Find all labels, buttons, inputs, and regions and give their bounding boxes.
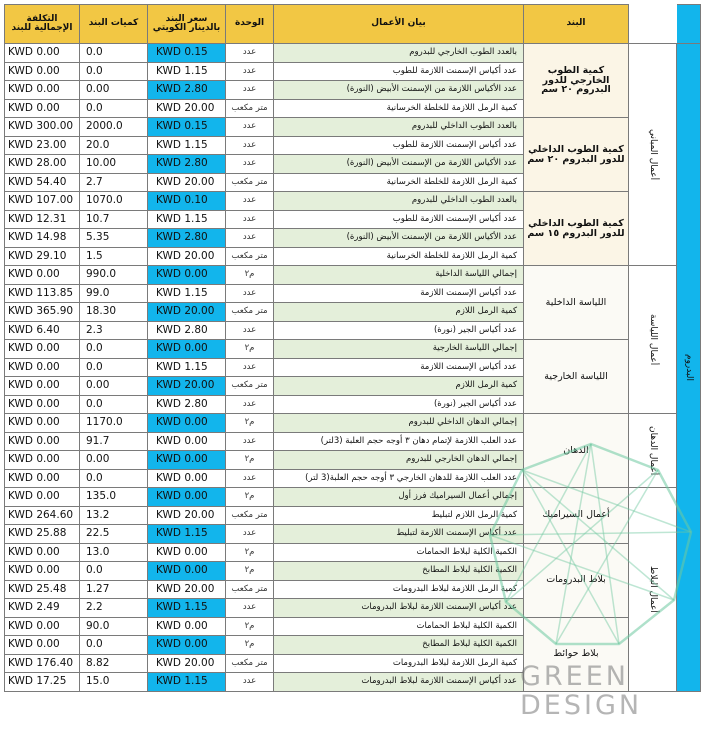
cell-qty: 5.35 (80, 229, 148, 248)
cell-unit: متر مكعب (226, 247, 274, 266)
cell-price: KWD 20.00 (148, 303, 226, 322)
cell-unit: عدد (226, 229, 274, 248)
header-price: سعر البند بالدينار الكويتي (148, 5, 226, 44)
watermark-line-2: DESIGN (520, 690, 643, 721)
cell-qty: 0.0 (80, 562, 148, 581)
cell-qty: 91.7 (80, 432, 148, 451)
cell-price: KWD 20.00 (148, 580, 226, 599)
cell-total: KWD 0.00 (5, 358, 80, 377)
cell-desc: إجمالي اللياسة الخارجية (274, 340, 524, 359)
cell-qty: 1.27 (80, 580, 148, 599)
cell-qty: 10.7 (80, 210, 148, 229)
cell-qty: 0.0 (80, 44, 148, 63)
cell-unit: عدد (226, 321, 274, 340)
cell-qty: 0.00 (80, 377, 148, 396)
header-total: التكلفة الإجمالية للبند (5, 5, 80, 44)
cell-unit: عدد (226, 284, 274, 303)
cell-qty: 13.2 (80, 506, 148, 525)
cell-desc: عدد أكياس الإسمنت اللازمة للطوب (274, 210, 524, 229)
cell-total: KWD 0.00 (5, 636, 80, 655)
group-label-paint: أعمال الدهان (629, 414, 677, 488)
cell-qty: 2.3 (80, 321, 148, 340)
header-unit: الوحدة (226, 5, 274, 44)
table-row (5, 118, 701, 137)
cell-unit: عدد (226, 673, 274, 692)
cell-price: KWD 1.15 (148, 673, 226, 692)
item-label-int-wall-20: كمية الطوب الداخلي للدور البدروم ٢٠ سم (524, 118, 629, 192)
cell-qty: 1.5 (80, 247, 148, 266)
cell-unit: متر مكعب (226, 303, 274, 322)
cell-qty: 990.0 (80, 266, 148, 285)
cell-price: KWD 0.10 (148, 192, 226, 211)
cell-qty: 22.5 (80, 525, 148, 544)
cell-price: KWD 1.15 (148, 62, 226, 81)
cell-price: KWD 20.00 (148, 173, 226, 192)
cell-desc: عدد أكياس الإسمنت اللازمة لتبليط (274, 525, 524, 544)
cell-total: KWD 300.00 (5, 118, 80, 137)
cell-unit: عدد (226, 192, 274, 211)
cell-qty: 0.0 (80, 358, 148, 377)
cell-desc: إجمالي أعمال السيراميك فرز أول (274, 488, 524, 507)
cell-total: KWD 113.85 (5, 284, 80, 303)
cell-price: KWD 0.00 (148, 488, 226, 507)
cell-price: KWD 2.80 (148, 81, 226, 100)
cell-desc: عدد أكياس الجير (نورة) (274, 321, 524, 340)
cell-total: KWD 0.00 (5, 377, 80, 396)
cell-price: KWD 1.15 (148, 210, 226, 229)
cell-desc: إجمالي الدهان الخارجي للبدروم (274, 451, 524, 470)
cell-unit: عدد (226, 395, 274, 414)
cell-price: KWD 0.00 (148, 562, 226, 581)
cell-unit: متر مكعب (226, 654, 274, 673)
cell-total: KWD 0.00 (5, 62, 80, 81)
cell-desc: الكمية الكلية لبلاط الحمامات (274, 543, 524, 562)
cell-unit: متر مكعب (226, 377, 274, 396)
header-group (629, 5, 677, 44)
cell-qty: 135.0 (80, 488, 148, 507)
cell-price: KWD 20.00 (148, 247, 226, 266)
cell-desc: كمية الرمل اللازم (274, 303, 524, 322)
cell-unit: عدد (226, 136, 274, 155)
cell-price: KWD 1.15 (148, 599, 226, 618)
cell-price: KWD 0.15 (148, 118, 226, 137)
cell-desc: كمية الرمل اللازمة للخلطة الخرسانية (274, 173, 524, 192)
cell-qty: 0.0 (80, 469, 148, 488)
cell-price: KWD 0.00 (148, 414, 226, 433)
cell-price: KWD 1.15 (148, 284, 226, 303)
cell-total: KWD 29.10 (5, 247, 80, 266)
cell-total: KWD 28.00 (5, 155, 80, 174)
cell-unit: متر مكعب (226, 506, 274, 525)
section-side-label: البدروم (677, 44, 701, 692)
cell-desc: عدد الأكياس اللازمة من الإسمنت الأبيض (النورة) (274, 81, 524, 100)
cell-desc: كمية الرمل اللازمة للخلطة الخرسانية (274, 247, 524, 266)
cell-total: KWD 2.49 (5, 599, 80, 618)
cell-desc: إجمالي اللياسة الداخلية (274, 266, 524, 285)
cell-total: KWD 0.00 (5, 451, 80, 470)
cell-total: KWD 14.98 (5, 229, 80, 248)
cell-unit: عدد (226, 432, 274, 451)
item-label-paint: الدهان (524, 414, 629, 488)
cell-total: KWD 12.31 (5, 210, 80, 229)
item-label-int-plaster: اللياسة الداخلية (524, 266, 629, 340)
cell-total: KWD 0.00 (5, 81, 80, 100)
cell-qty: 0.00 (80, 451, 148, 470)
cell-qty: 99.0 (80, 284, 148, 303)
table-body (5, 44, 701, 692)
cell-desc: كمية الرمل اللازم (274, 377, 524, 396)
cell-qty: 20.0 (80, 136, 148, 155)
table-row (5, 192, 701, 211)
cell-price: KWD 1.15 (148, 136, 226, 155)
cell-total: KWD 0.00 (5, 469, 80, 488)
item-label-ext-wall-20: كمية الطوب الخارجي للدور البدروم ٢٠ سم (524, 44, 629, 118)
cell-unit: متر مكعب (226, 173, 274, 192)
cell-price: KWD 1.15 (148, 358, 226, 377)
cell-desc: عدد أكياس الإسمنت اللازمة لبلاط البدرومات (274, 599, 524, 618)
cell-desc: عدد العلب اللازمة لإتمام دهان ٣ أوجه حجم العلبة (3لتر) (274, 432, 524, 451)
cell-unit: م٢ (226, 543, 274, 562)
cell-desc: كمية الرمل اللازمة للخلطة الخرسانية (274, 99, 524, 118)
cell-qty: 90.0 (80, 617, 148, 636)
table-row (5, 44, 701, 63)
cell-unit: م٢ (226, 617, 274, 636)
cell-desc: بالعدد الطوب الخارجي للبدروم (274, 44, 524, 63)
cell-price: KWD 0.00 (148, 266, 226, 285)
cell-price: KWD 20.00 (148, 506, 226, 525)
cell-desc: عدد أكياس الجير (نورة) (274, 395, 524, 414)
cell-total: KWD 0.00 (5, 432, 80, 451)
cell-total: KWD 25.48 (5, 580, 80, 599)
cell-desc: الكمية الكلية لبلاط الحمامات (274, 617, 524, 636)
cell-unit: عدد (226, 155, 274, 174)
cell-desc: كمية الرمل اللازمة لبلاط البدرومات (274, 580, 524, 599)
header-qty: كميات البند (80, 5, 148, 44)
boq-sheet (4, 4, 701, 692)
cell-price: KWD 0.15 (148, 44, 226, 63)
cell-unit: عدد (226, 81, 274, 100)
cell-unit: م٢ (226, 488, 274, 507)
cell-qty: 0.00 (80, 81, 148, 100)
cell-qty: 18.30 (80, 303, 148, 322)
cell-price: KWD 0.00 (148, 432, 226, 451)
cell-total: KWD 54.40 (5, 173, 80, 192)
cell-total: KWD 107.00 (5, 192, 80, 211)
cell-unit: متر مكعب (226, 580, 274, 599)
cell-qty: 1170.0 (80, 414, 148, 433)
cell-desc: عدد أكياس الإسمنت اللازمة (274, 284, 524, 303)
cell-desc: عدد الأكياس اللازمة من الإسمنت الأبيض (النورة) (274, 229, 524, 248)
cell-price: KWD 2.80 (148, 155, 226, 174)
cell-total: KWD 0.00 (5, 543, 80, 562)
cell-qty: 15.0 (80, 673, 148, 692)
cell-unit: م٢ (226, 340, 274, 359)
header-side (677, 5, 701, 44)
item-label-ceramic: أعمال السيراميك (524, 488, 629, 544)
table-row (5, 488, 701, 507)
cell-price: KWD 2.80 (148, 395, 226, 414)
item-label-ext-plaster: اللياسة الخارجية (524, 340, 629, 414)
cell-total: KWD 176.40 (5, 654, 80, 673)
cell-total: KWD 0.00 (5, 562, 80, 581)
cell-qty: 13.0 (80, 543, 148, 562)
cell-unit: م٢ (226, 562, 274, 581)
table-row (5, 617, 701, 636)
table-row (5, 340, 701, 359)
item-label-basement-tiles: بلاط البدرومات (524, 543, 629, 617)
cell-desc: عدد أكياس الإسمنت اللازمة لبلاط البدرومات (274, 673, 524, 692)
cell-unit: م٢ (226, 414, 274, 433)
cell-price: KWD 20.00 (148, 99, 226, 118)
cell-total: KWD 0.00 (5, 44, 80, 63)
cell-price: KWD 2.80 (148, 321, 226, 340)
cell-qty: 2.2 (80, 599, 148, 618)
cell-price: KWD 1.15 (148, 525, 226, 544)
cell-qty: 8.82 (80, 654, 148, 673)
cell-price: KWD 0.00 (148, 543, 226, 562)
group-label-building: أعمال المباني (629, 44, 677, 266)
cell-total: KWD 23.00 (5, 136, 80, 155)
cell-qty: 0.0 (80, 99, 148, 118)
cell-desc: عدد أكياس الإسمنت اللازمة للطوب (274, 136, 524, 155)
group-label-plaster: أعمال اللياسة (629, 266, 677, 414)
cell-qty: 0.0 (80, 636, 148, 655)
cell-unit: م٢ (226, 636, 274, 655)
cell-desc: الكمية الكلية لبلاط المطابخ (274, 562, 524, 581)
cell-qty: 0.0 (80, 395, 148, 414)
cell-desc: كمية الرمل اللازم لتبليط (274, 506, 524, 525)
cell-unit: م٢ (226, 266, 274, 285)
cell-unit: عدد (226, 599, 274, 618)
table-row (5, 266, 701, 285)
cell-price: KWD 0.00 (148, 469, 226, 488)
cell-total: KWD 0.00 (5, 617, 80, 636)
cell-qty: 1070.0 (80, 192, 148, 211)
cell-price: KWD 0.00 (148, 617, 226, 636)
cell-price: KWD 0.00 (148, 340, 226, 359)
cell-qty: 2.7 (80, 173, 148, 192)
cell-qty: 0.0 (80, 340, 148, 359)
cell-total: KWD 6.40 (5, 321, 80, 340)
cell-price: KWD 2.80 (148, 229, 226, 248)
cell-price: KWD 20.00 (148, 654, 226, 673)
header-desc: بيان الأعمال (274, 5, 524, 44)
cell-unit: عدد (226, 118, 274, 137)
cell-qty: 10.00 (80, 155, 148, 174)
cell-unit: متر مكعب (226, 99, 274, 118)
table-row (5, 543, 701, 562)
cell-desc: عدد العلب اللازمة للدهان الخارجي ٣ أوجه حجم العلبة(3 لتر) (274, 469, 524, 488)
header-item: البند (524, 5, 629, 44)
cell-qty: 0.0 (80, 62, 148, 81)
cell-total: KWD 17.25 (5, 673, 80, 692)
table-row (5, 414, 701, 433)
cell-unit: عدد (226, 210, 274, 229)
cell-total: KWD 0.00 (5, 395, 80, 414)
boq-table (4, 4, 701, 692)
cell-total: KWD 0.00 (5, 340, 80, 359)
cell-desc: عدد أكياس الإسمنت اللازمة للطوب (274, 62, 524, 81)
cell-desc: بالعدد الطوب الداخلي للبدروم (274, 118, 524, 137)
cell-desc: عدد الأكياس اللازمة من الإسمنت الأبيض (النورة) (274, 155, 524, 174)
cell-desc: الكمية الكلية لبلاط المطابخ (274, 636, 524, 655)
cell-desc: عدد أكياس الإسمنت اللازمة (274, 358, 524, 377)
cell-total: KWD 0.00 (5, 99, 80, 118)
cell-price: KWD 0.00 (148, 451, 226, 470)
header-row (5, 5, 701, 44)
cell-price: KWD 20.00 (148, 377, 226, 396)
cell-total: KWD 0.00 (5, 488, 80, 507)
cell-desc: إجمالي الدهان الداخلي للبدروم (274, 414, 524, 433)
item-label-tiles: بلاط حوائط (524, 617, 629, 691)
cell-unit: عدد (226, 62, 274, 81)
cell-price: KWD 0.00 (148, 636, 226, 655)
cell-unit: عدد (226, 469, 274, 488)
watermark-line-1: GREEN (520, 661, 629, 692)
cell-unit: عدد (226, 358, 274, 377)
cell-total: KWD 0.00 (5, 266, 80, 285)
cell-unit: م٢ (226, 451, 274, 470)
cell-qty: 2000.0 (80, 118, 148, 137)
cell-total: KWD 25.88 (5, 525, 80, 544)
group-label-tiling: أعمال البلاط (629, 488, 677, 692)
cell-desc: كمية الرمل اللازمة لبلاط البدرومات (274, 654, 524, 673)
cell-total: KWD 264.60 (5, 506, 80, 525)
cell-unit: عدد (226, 44, 274, 63)
cell-desc: بالعدد الطوب الداخلي للبدروم (274, 192, 524, 211)
cell-unit: عدد (226, 525, 274, 544)
item-label-int-wall-15: كمية الطوب الداخلي للدور البدروم ١٥ سم (524, 192, 629, 266)
cell-total: KWD 0.00 (5, 414, 80, 433)
cell-total: KWD 365.90 (5, 303, 80, 322)
